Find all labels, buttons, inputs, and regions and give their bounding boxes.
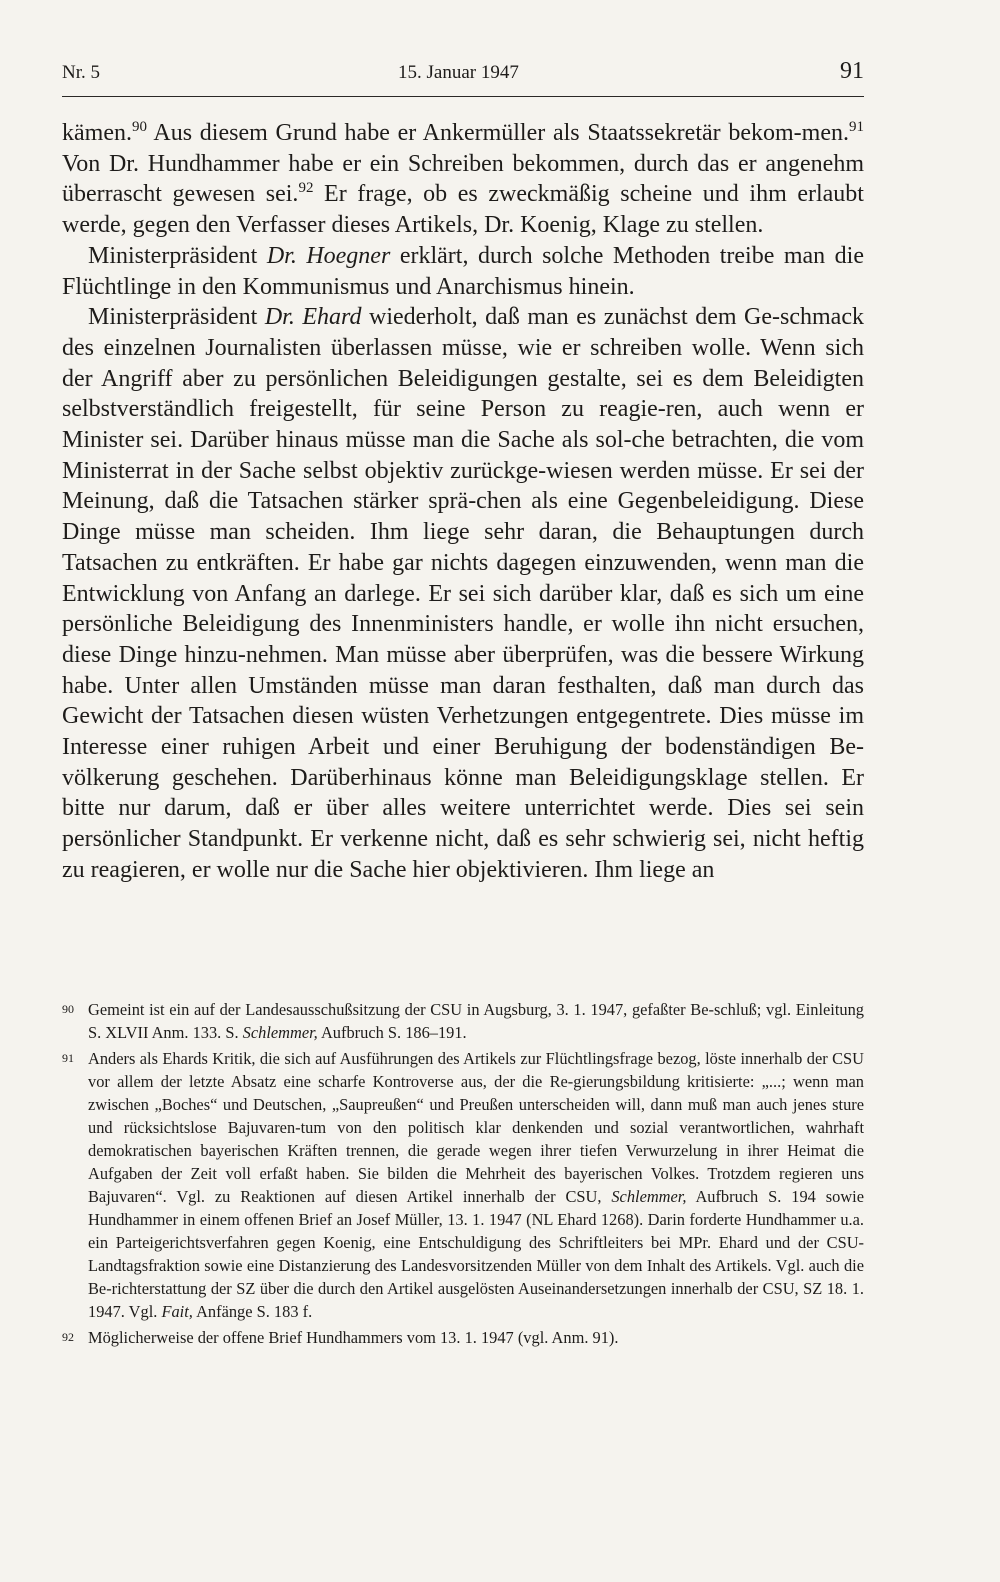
footnote-number: 91 [62,1051,74,1065]
footnote-text: Gemeint ist ein auf der Landesausschußsitzung der CSU in Augsburg, 3. 1. 1947, gefaßter Be-schluß; vgl. Einleitung S. XLVII Anm. 133. S. Schlemmer, Aufbruch S. 186–191. [88,1000,864,1042]
italic-name: Dr. Ehard [264,304,362,331]
footnote-reference: 90 [131,119,147,135]
paragraph: kämen.$^{90}$ Aus diesem Grund habe er Ankermüller als Staatssekretär bekom-men.$^{91}$ Von Dr. Hundhammer habe er ein Schreiben bekommen, durch das er angenehm überrascht gewesen sei.$^{92}$ Er frage, ob es zweckmäßig scheine und ihm erlaubt werde, gegen den Verfasser dieses Artikels, Dr. Koenig, Klage zu stellen. [62,119,864,239]
italic-name: Dr. Hoegner [266,242,391,269]
header-date: 15. Januar 1947 [398,62,519,83]
italic-name: Schlemmer, [242,1023,318,1042]
footnote-number: 90 [62,1002,74,1016]
paragraph: Ministerpräsident Dr. Hoegner erklärt, durch solche Methoden treibe man die Flüchtlinge in den Kommunismus und Anarchismus hinein. [62,242,864,300]
page-number: 91 [840,58,864,84]
footnotes [62,998,864,1352]
footnote [62,1047,864,1323]
footnote [62,998,864,1044]
footnote-text: Möglicherweise der offene Brief Hundhammers vom 13. 1. 1947 (vgl. Anm. 91). [88,1328,619,1347]
running-header [62,58,864,97]
footnote-number: 92 [62,1330,74,1344]
issue-number: Nr. 5 [62,62,100,83]
italic-name: Schlemmer, [611,1187,687,1206]
footnote [62,1326,864,1349]
footnote-text: Anders als Ehards Kritik, die sich auf Ausführungen des Artikels zur Flüchtlingsfrage bezog, löste innerhalb der CSU vor allem der letzte Absatz eine scharfe Kontroverse aus, der die Re-gierungsbildung kritisierte: „...; wenn man zwischen „Boches“ und Deutschen, „Saupreußen“ und Preußen unterscheiden will, dann muß man auch jenes sture und rücksichtslose Bajuvaren-tum von den politisch klar denkenden und sozial verantwortlichen, wahrhaft demokratischen bayerischen Kräften trennen, die gerade wegen ihrer tiefen Verwurzelung in ihrer Heimat die Aufgaben der Zeit voll erfaßt haben. Sie bilden die Mehrheit des bayerischen Volkes. Trotzdem regieren uns Bajuvaren“. Vgl. zu Reaktionen auf diesen Artikel innerhalb der CSU, Schlemmer, Aufbruch S. 194 sowie Hundhammer in einem offenen Brief an Josef Müller, 13. 1. 1947 (NL Ehard 1268). Darin forderte Hundhammer u.a. ein Parteigerichtsverfahren gegen Koenig, eine Entschuldigung des Schriftleiters bei MPr. Ehard und der CSU-Landtagsfraktion sowie eine Distanzierung des Landesvorsitzenden Müller von dem Inhalt des Artikels. Vgl. auch die Be-richterstattung der SZ über die durch den Artikel ausgelösten Auseinandersetzungen innerhalb der CSU, SZ 18. 1. 1947. Vgl. Fait, Anfänge S. 183 f. [88,1049,864,1321]
footnote-reference: 91 [849,119,864,135]
main-text [62,118,864,886]
footnote-reference: 92 [298,180,314,197]
paragraph: Ministerpräsident Dr. Ehard wiederholt, daß man es zunächst dem Ge-schmack des einzelnen Journalisten überlassen müsse, wie er schreiben wolle. Wenn sich der Angriff aber zu persönlichen Beleidigungen gestalte, sei es dem Beleidigten selbstverständlich freigestellt, für seine Person zu reagie-ren, auch wenn er Minister sei. Darüber hinaus müsse man die Sache als sol-che betrachten, die vom Ministerrat in der Sache selbst objektiv zurückge-wiesen werden müsse. Er sei der Meinung, daß die Tatsachen stärker sprä-chen als eine Gegenbeleidigung. Diese Dinge müsse man scheiden. Ihm liege sehr daran, die Behauptungen durch Tatsachen zu entkräften. Er habe gar nichts dagegen einzuwenden, wenn man die Entwicklung von Anfang an darlege. Er sei sich darüber klar, daß es sich um eine persönliche Beleidigung des Innenministers handle, er wolle ihn nicht ersuchen, diese Dinge hinzu-nehmen. Man müsse aber überprüfen, was die bessere Wirkung habe. Unter allen Umständen müsse man daran festhalten, daß man durch das Gewicht der Tatsachen diesen wüsten Verhetzungen entgegentrete. Dies müsse im Interesse einer ruhigen Arbeit und einer Beruhigung der bodenständigen Be-völkerung geschehen. Darüberhinaus könne man Beleidigungsklage stellen. Er bitte nur darum, daß er über alles weitere unterrichtet werde. Dies sei sein persönlicher Standpunkt. Er verkenne nicht, daß es sehr schwierig sei, nicht heftig zu reagieren, er wolle nur die Sache hier objektivieren. Ihm liege an [62,304,864,883]
italic-name: Fait, [161,1302,193,1321]
